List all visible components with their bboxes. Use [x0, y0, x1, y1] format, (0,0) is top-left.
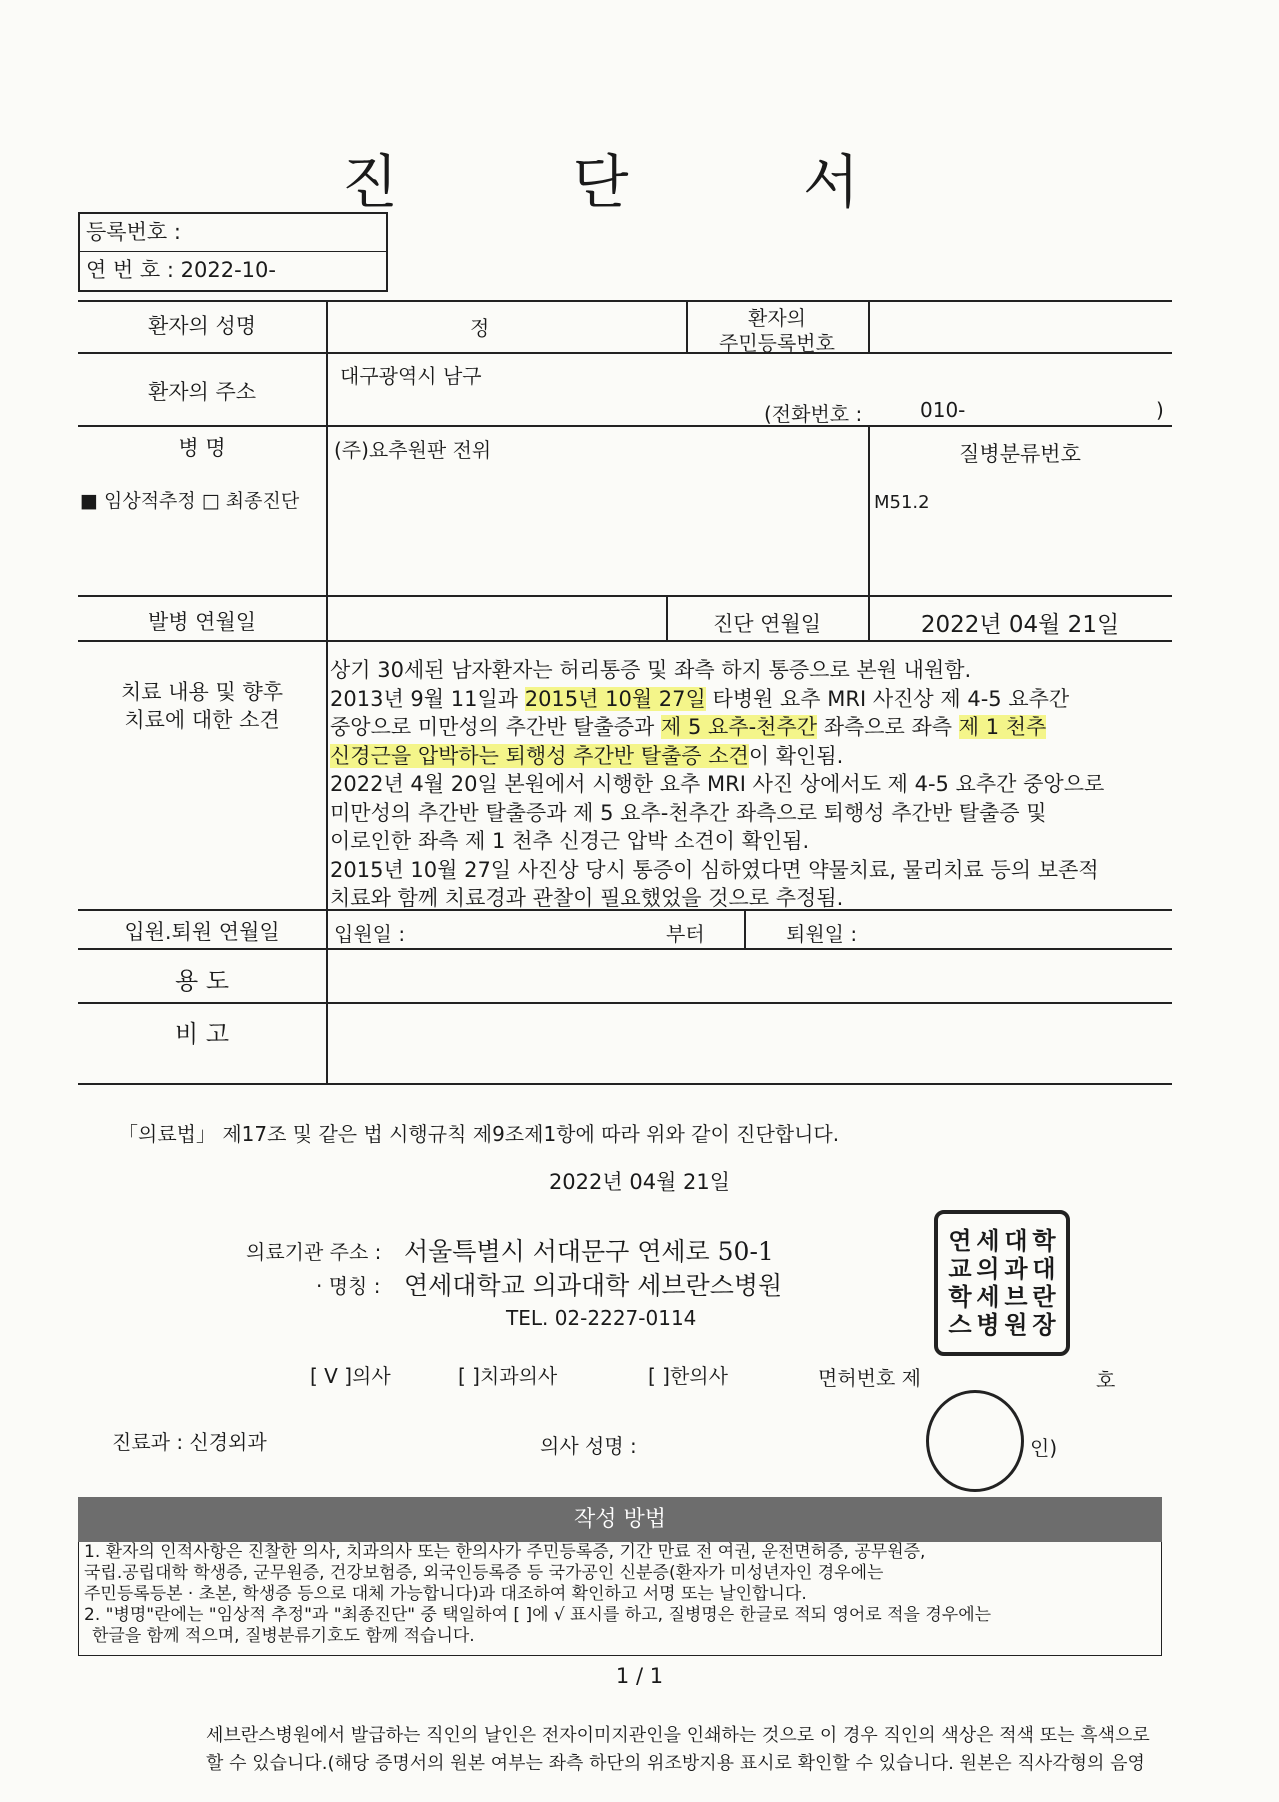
patient-name-label: 환자의 성명: [147, 314, 257, 338]
doctor-type-oriental: [ ]한의사: [648, 1364, 728, 1388]
resident-number-label-line2: 주민등록번호: [719, 331, 835, 355]
stamp-char: 의: [976, 1254, 1000, 1283]
admission-label: 입원.퇴원 연월일: [124, 920, 280, 944]
stamp-char: 학: [1032, 1226, 1056, 1255]
institution-address-label: 의료기관 주소 :: [246, 1240, 382, 1264]
doctor-type-physician: [ V ]의사: [310, 1364, 391, 1388]
phone-close-paren: ): [1156, 398, 1164, 422]
row-divider: [78, 425, 1172, 427]
diagnosis-date-label: 진단 연월일: [712, 612, 822, 636]
patient-address-value: 대구광역시 남구: [340, 364, 482, 388]
admission-out-label: 퇴원일 :: [786, 922, 858, 946]
remarks-label: 비 고: [175, 1020, 229, 1048]
column-divider: [868, 300, 870, 352]
registration-box: [78, 212, 388, 292]
seal-suffix: 인): [1030, 1436, 1058, 1460]
stamp-char: 브: [1004, 1282, 1028, 1311]
signature-seal-circle: [926, 1390, 1024, 1492]
institution-tel: TEL. 02-2227-0114: [506, 1306, 697, 1330]
highlight: 제 1 천추: [958, 715, 1047, 739]
issue-date: 2022년 04월 21일: [548, 1170, 731, 1194]
official-seal-stamp: [934, 1210, 1070, 1356]
page-number: 1 / 1: [615, 1664, 664, 1688]
highlight: 신경근을 압박하는 퇴행성 추간반 탈출증 소견: [330, 743, 749, 768]
department: 진료과 : 신경외과: [112, 1430, 267, 1454]
document-title: 진 단 서: [342, 148, 937, 216]
stamp-char: 장: [1032, 1310, 1056, 1339]
stamp-char: 세: [976, 1226, 1000, 1255]
admission-in-label: 입원일 :: [334, 922, 406, 946]
institution-name-value: 연세대학교 의과대학 세브란스병원: [404, 1271, 783, 1300]
diagnosis-label: 병 명: [178, 436, 226, 460]
institution-name-label: · 명칭 :: [316, 1274, 381, 1298]
guide-title-bar: 작성 방법: [78, 1497, 1162, 1542]
row-divider: [78, 640, 1172, 642]
serial-number: 연 번 호 : 2022-10-: [80, 251, 386, 289]
diagnosis-value: (주)요추원판 전위: [334, 438, 492, 462]
row-divider: [78, 948, 1172, 950]
institution-address-value: 서울특별시 서대문구 연세로 50-1: [404, 1237, 774, 1266]
doctor-type-dentist: [ ]치과의사: [458, 1364, 558, 1388]
stamp-char: 과: [1004, 1254, 1028, 1283]
row-divider: [78, 1002, 1172, 1004]
patient-address-label: 환자의 주소: [147, 380, 257, 404]
row-divider: [78, 595, 1172, 597]
diagnosis-type-options: ■ 임상적추정 □ 최종진단: [80, 490, 300, 512]
highlight: 제 5 요추-천추간: [661, 715, 818, 739]
table-bottom-border: [78, 1083, 1172, 1085]
patient-name-value: 정: [470, 316, 490, 340]
onset-date-label: 발병 연월일: [147, 610, 257, 634]
stamp-char: 교: [948, 1254, 972, 1283]
diagnosis-date-value: 2022년 04월 21일: [920, 612, 1120, 638]
disease-code-label: 질병분류번호: [959, 442, 1081, 466]
purpose-label: 용 도: [175, 967, 229, 995]
treatment-opinion: 상기 30세된 남자환자는 허리통증 및 좌측 하지 통증으로 본원 내원함. 2013년 9월 11일과 2015년 10월 27일 타병원 요추 MRI 사진상 제 4-5 요추간 중앙으로 미만성의 추간반 탈출증과 제 5 요추-천추간 좌측으로 좌측 제 1 천추 신경근을 압박하는 퇴행성 추간반 탈출증 소견이 확인됨. 2022년 4월 20일 본원에서 시행한 요추 MRI 사진 상에서도 제 4-5 요추간 중앙으로 미만성의 추간반 탈출증과 제 5 요추-천추간 좌측으로 퇴행성 추간반 탈출증 및 이로인한 좌측 제 1 천추 신경근 압박 소견이 확인됨. 2015년 10월 27일 사진상 당시 통증이 심하였다면 약물치료, 물리치료 등의 보존적 치료와 함께 치료경과 관찰이 필요했었을 것으로 추정됨.: [330, 658, 1105, 910]
column-divider: [744, 909, 746, 948]
stamp-char: 병: [976, 1310, 1000, 1339]
column-divider: [326, 300, 328, 1083]
guide-text: 1. 환자의 인적사항은 진찰한 의사, 치과의사 또는 한의사가 주민등록증, 기간 만료 전 여권, 운전면허증, 공무원증, 국립.공립대학 학생증, 군무원증, 건강보험증, 외국인등록증 등 국가공인 신분증(환자가 미성년자인 경우에는 주민등록등본 · 초본, 학생증 등으로 대체 가능합니다)과 대조하여 확인하고 서명 또는 날인합니다. 2. "병명"란에는 "임상적 추정"과 "최종진단" 중 택일하여 [ ]에 √ 표시를 하고, 질병명은 한글로 적되 영어로 적을 경우에는 한글을 함께 적으며, 질병분류기호도 함께 적습니다.: [84, 1542, 992, 1646]
stamp-char: 원: [1004, 1310, 1028, 1339]
row-divider: [78, 352, 1172, 354]
footer-notice: 세브란스병원에서 발급하는 직인의 날인은 전자이미지관인을 인쇄하는 것으로 이 경우 직인의 색상은 적색 또는 흑색으로 할 수 있습니다.(해당 증명서의 원본 여부는 좌측 하단의 위조방지용 표시로 확인할 수 있습니다. 원본은 직사각형의 음영: [206, 1725, 1150, 1774]
legal-statement: 「의료법」 제17조 및 같은 법 시행규칙 제9조제1항에 따라 위와 같이 진단합니다.: [118, 1122, 840, 1146]
table-top-border: [78, 300, 1172, 302]
admission-from: 부터: [666, 922, 705, 946]
treatment-label-line2: 치료에 대한 소견: [124, 708, 280, 732]
stamp-char: 대: [1032, 1254, 1056, 1283]
stamp-char: 란: [1032, 1282, 1056, 1311]
registration-number: 등록번호 :: [86, 220, 181, 244]
stamp-char: 대: [1004, 1226, 1028, 1255]
stamp-char: 학: [948, 1282, 972, 1311]
highlight: 2015년 10월 27일: [524, 686, 706, 711]
license-number-suffix: 호: [1096, 1368, 1116, 1392]
stamp-char: 스: [948, 1310, 972, 1339]
resident-number-label-line1: 환자의: [748, 306, 806, 330]
doctor-name-label: 의사 성명 :: [540, 1434, 637, 1458]
phone-value: 010-: [920, 398, 966, 422]
license-number-label: 면허번호 제: [818, 1366, 921, 1390]
treatment-label-line1: 치료 내용 및 향후: [120, 680, 284, 704]
disease-code-value: M51.2: [874, 492, 930, 513]
phone-label: (전화번호 :: [764, 402, 863, 426]
stamp-char: 세: [976, 1282, 1000, 1311]
stamp-char: 연: [948, 1226, 972, 1255]
